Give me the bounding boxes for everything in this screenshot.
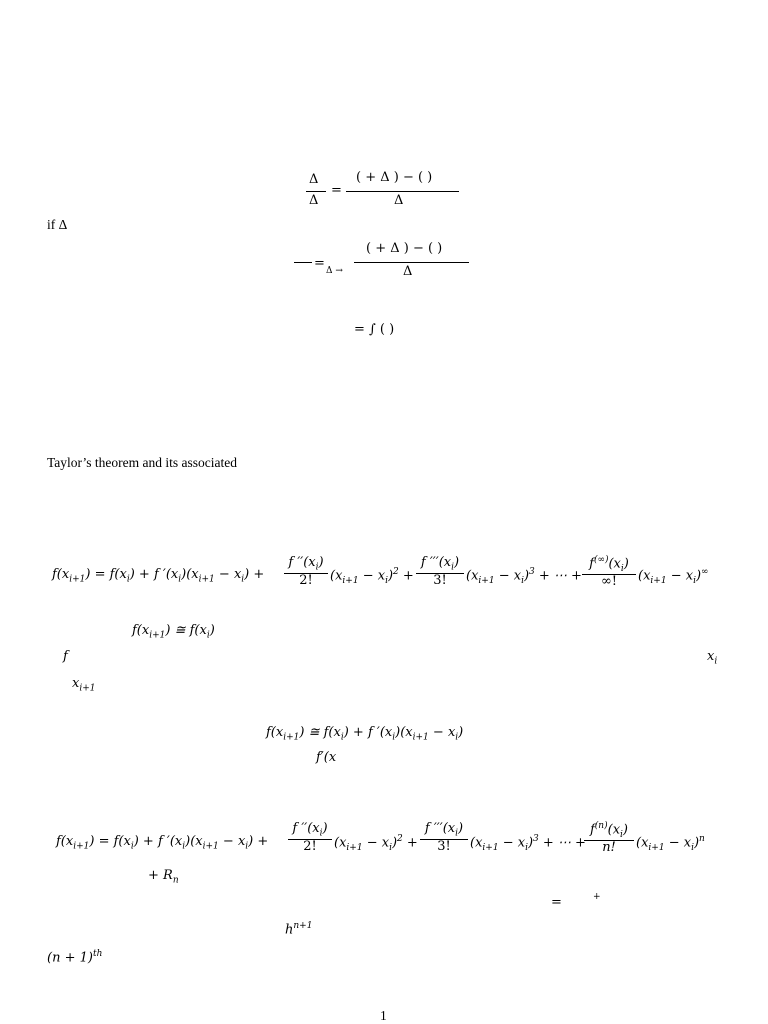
eq2-rhs-fraction-bar <box>354 262 469 263</box>
eq1-rhs-numerator: ( + Δ ) − ( ) <box>356 170 433 185</box>
eq1-equals: = <box>331 183 342 198</box>
eq2-lhs-fraction-bar <box>294 262 312 263</box>
eq2-rhs-denominator: Δ <box>403 264 413 279</box>
taylor-theorem-text: Taylor’s theorem and its associated <box>47 455 238 470</box>
first-order-approximation: $f(x_{i+1})$ ≅ $f(x_i) + f$ $'(x_i)(x_{i+1} - x_i)$ <box>266 725 464 743</box>
eq2-rhs-numerator: ( + Δ ) − ( ) <box>366 241 443 256</box>
eq1-lhs-numerator: Δ <box>309 172 319 187</box>
eq2-limit-subscript: Δ → <box>326 266 343 276</box>
f-label: f <box>63 649 68 664</box>
zero-order-approximation: $f(x_{i+1})$ ≅ $f(x_i)$ <box>132 623 215 641</box>
eq1-rhs-denominator: Δ <box>394 193 404 208</box>
remainder-term: + $R_n$ <box>148 868 179 886</box>
f-prime-fragment: f′(x <box>316 750 337 765</box>
small-plus: + <box>593 892 601 902</box>
xi-label: $x_i$ <box>707 649 718 667</box>
eq1-rhs-fraction-bar <box>346 191 459 192</box>
taylor-series-infinite: $f(x_{i+1}) = f(x_i) + f$ $'(x_i)(x_{i+1} - x_i)$ + $\frac{f ''(x_i)}{2!}$ $(x_{i+1} - x_i)^2$ + $\frac{f '''(x_i)}{3!}$ $(x_{i+1} - x_i)^3$ + ⋯ + $f^{(\infty)}(x_i)$ ∞! $(x_{i+1} - x_i)^\infty$ <box>52 555 709 589</box>
small-equals: = <box>551 895 562 910</box>
n-plus-one-th-term: $(n + 1)^{th}$ <box>47 949 103 966</box>
integral-equation: = ∫ ( ) <box>354 322 395 337</box>
page-number: 1 <box>380 1008 387 1023</box>
taylor-series-nth-order: $f(x_{i+1}) = f(x_i) + f$ $'(x_i)(x_{i+1} - x_i)$ + $\frac{f ''(x_i)}{2!}$ $(x_{i+1} - x_i)^2$ + $\frac{f '''(x_i)}{3!}$ $(x_{i+1} - x_i)^3$ + ⋯ + $\frac{f^{(n)}(x_i)}{n!}$ $(x_{i+1} - x_i)^n$ <box>56 821 705 855</box>
eq2-equals: = <box>314 256 325 271</box>
eq1-lhs-fraction-bar <box>306 191 326 192</box>
h-power-term: $h^{n+1}$ <box>285 921 313 938</box>
text-if-delta: if Δ <box>47 217 68 232</box>
xi-plus-1-label: $x_{i+1}$ <box>72 676 96 694</box>
eq1-lhs-denominator: Δ <box>309 193 319 208</box>
